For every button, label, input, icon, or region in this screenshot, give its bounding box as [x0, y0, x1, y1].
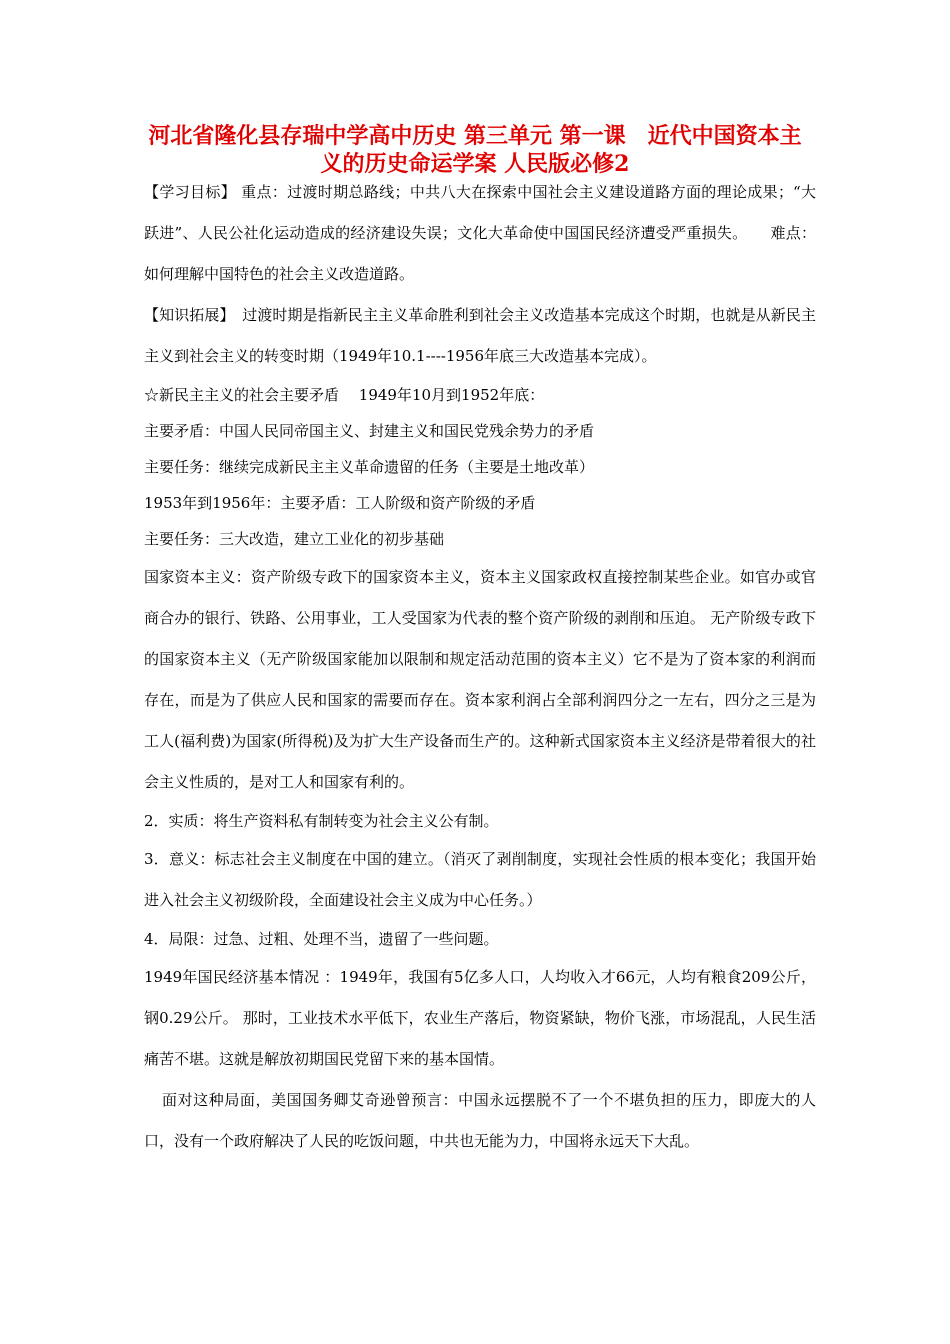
- main-task-1953: 主要任务：三大改造，建立工业化的初步基础: [144, 530, 445, 548]
- main-contradiction-1949: 主要矛盾：中国人民同帝国主义、封建主义和国民党残余势力的矛盾: [144, 422, 595, 440]
- document-body: [144, 172, 816, 1162]
- limitation-paragraph: 4．局限：过急、过粗、处理不当，遗留了一些问题。: [144, 930, 499, 948]
- significance-paragraph: 3．意义：标志社会主义制度在中国的建立。（消灭了剥削制度，实现社会性质的根本变化；我国开始进入社会主义初级阶段，全面建设社会主义成为中心任务。）: [144, 850, 816, 909]
- essence-paragraph: 2．实质：将生产资料私有制转变为社会主义公有制。: [144, 812, 499, 830]
- acheson-prediction-paragraph: 面对这种局面，美国国务卿艾奇逊曾预言：中国永远摆脱不了一个不堪负担的压力，即庞大的人口，没有一个政府解决了人民的吃饭问题，中共也无能为力，中国将永远天下大乱。: [144, 1091, 816, 1150]
- knowledge-extension-paragraph: 【知识拓展】 过渡时期是指新民主主义革命胜利到社会主义改造基本完成这个时期，也就是从新民主主义到社会主义的转变时期（1949年10.1----1956年底三大改造基本完成）。: [144, 306, 816, 365]
- main-task-1949: 主要任务：继续完成新民主主义革命遗留的任务（主要是土地改革）: [144, 458, 595, 476]
- period-1953-1956: 1953年到1956年：主要矛盾：工人阶级和资产阶级的矛盾: [144, 494, 536, 512]
- document-title: 河北省隆化县存瑞中学高中历史 第三单元 第一课 近代中国资本主义的历史命运学案 人民版必修2: [148, 123, 802, 177]
- main-contradiction-heading: ☆新民主主义的社会主要矛盾 1949年10月到1952年底：: [144, 386, 545, 404]
- learning-objectives-paragraph: 【学习目标】 重点：过渡时期总路线；中共八大在探索中国社会主义建设道路方面的理论成果；“大跃进”、人民公社化运动造成的经济建设失误；文化大革命使中国国民经济遭受严重损失。 难点：如何理解中国特色的社会主义改造道路。: [144, 183, 816, 283]
- economy-1949-paragraph: 1949年国民经济基本情况 ：1949年，我国有5亿多人口，人均收入才66元，人均有粮食209公斤，钢0.29公斤。 那时，工业技术水平低下，农业生产落后，物资紧缺，物价飞涨，市场混乱，人民生活痛苦不堪。这就是解放初期国民党留下来的基本国情。: [144, 968, 816, 1068]
- state-capitalism-paragraph: 国家资本主义：资产阶级专政下的国家资本主义，资本主义国家政权直接控制某些企业。如官办或官商合办的银行、铁路、公用事业，工人受国家为代表的整个资产阶级的剥削和压迫。 无产阶级专政下的国家资本主义（无产阶级国家能加以限制和规定活动范围的资本主义）它不是为了资本家的利润而存在，而是为了供应人民和国家的需要而存在。资本家利润占全部利润四分之一左右，四分之三是为工人(福利费)为国家(所得税)及为扩大生产设备而生产的。这种新式国家资本主义经济是带着很大的社会主义性质的，是对工人和国家有利的。: [144, 568, 816, 791]
